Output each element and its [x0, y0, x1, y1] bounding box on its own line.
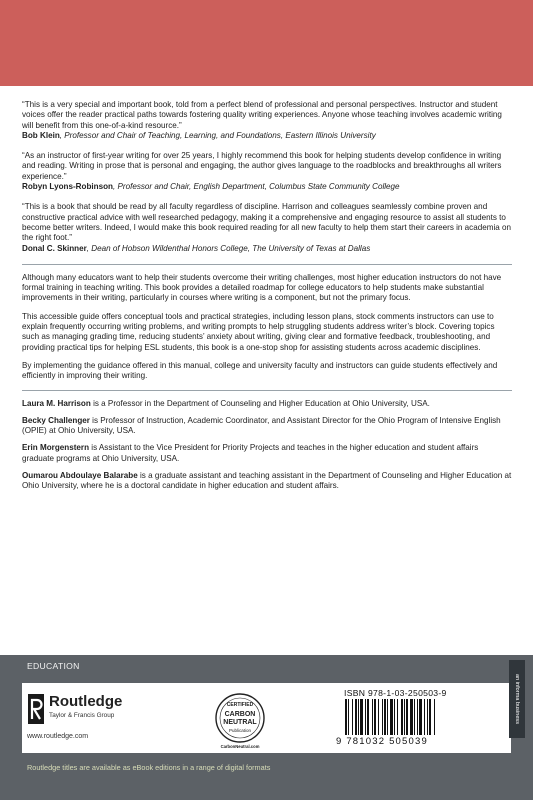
- barcode-bar: [387, 699, 388, 735]
- seal-line: CERTIFIED: [226, 702, 254, 708]
- publisher-website: www.routledge.com: [27, 733, 89, 740]
- author-name: Erin Morgenstern: [22, 443, 90, 453]
- routledge-logo-icon: [28, 694, 44, 724]
- ebook-note: Routledge titles are available as eBook editions in a range of digital formats: [27, 763, 271, 772]
- barcode-bar: [360, 699, 363, 735]
- seal-line: NEUTRAL: [223, 719, 257, 726]
- section-divider: [22, 264, 512, 265]
- quote-attribution: [22, 182, 512, 192]
- author-bio-text: is a graduate assistant and teaching assistant in the Department of Counseling and Higher Education at Ohio University, where he is a doctoral candidate in higher education and student affairs.: [22, 471, 512, 491]
- seal-line: CarbonNeutral.com: [220, 744, 260, 749]
- publisher-tagline: Taylor & Francis Group: [49, 712, 115, 719]
- quote-text: “As an instructor of first-year writing for over 25 years, I highly recommend this book for helping students develop confidence in writing and reading. Writing in prose that is personal and engaging, the author gives language to the roadblocks and breakthroughs all writers experience.”: [22, 151, 502, 181]
- barcode-bar: [424, 699, 425, 735]
- barcode-icon: [344, 699, 476, 735]
- barcode-bar: [414, 699, 415, 735]
- author-name: Becky Challenger: [22, 415, 90, 425]
- author-bio: [22, 416, 512, 437]
- quote-author: Donal C. Skinner: [22, 243, 87, 253]
- description-paragraph: This accessible guide offers conceptual tools and practical strategies, including lesson plans, stock comments instructors can use to explain frequently occurring writing problems, and writing prompts to help struggling students address writer’s block. Covering topics such as managing grading time, reducing students’ anxiety about writing, giving clear and formative feedback, troubleshooting, and providing practical tips for helping ESL students, this book is a one-stop shop for assisting students across academic disciplines.: [22, 311, 495, 352]
- informa-side-tab: [509, 660, 525, 738]
- quote-author-role: , Dean of Hobson Wildenthal Honors College, The University of Texas at Dallas: [86, 243, 371, 253]
- barcode-digits: 9 781032 505039: [336, 736, 428, 747]
- barcode-bar: [355, 699, 357, 735]
- author-bio: [22, 471, 512, 492]
- endorsement-quote: [22, 151, 512, 192]
- description-paragraph: By implementing the guidance offered in this manual, college and university faculty and instructors can guide students effectively and efficiently in improving their writing.: [22, 360, 498, 381]
- barcode-bar: [358, 699, 359, 735]
- back-cover-text: [22, 100, 512, 499]
- author-bio: [22, 443, 512, 464]
- barcode-bar: [410, 699, 413, 735]
- barcode-bar: [427, 699, 428, 735]
- barcode-bar: [372, 699, 373, 735]
- barcode-bar: [397, 699, 398, 735]
- barcode-bar: [419, 699, 422, 735]
- side-tab-text: an informa business: [514, 673, 520, 725]
- quote-attribution: [22, 131, 512, 141]
- seal-line: Publication: [228, 728, 252, 733]
- author-bio: [22, 399, 512, 409]
- quote-attribution: [22, 244, 512, 254]
- seal-line: CARBON: [224, 711, 256, 718]
- barcode-bar: [374, 699, 376, 735]
- barcode-bar: [434, 699, 435, 735]
- isbn-number: ISBN 978-1-03-250503-9: [344, 688, 447, 698]
- cover-color-band: [0, 0, 533, 86]
- endorsement-quote: [22, 202, 512, 253]
- barcode-bar: [352, 699, 353, 735]
- quote-author-role: , Professor and Chair, English Department, Columbus State Community College: [112, 182, 400, 192]
- subject-category: EDUCATION: [27, 661, 80, 671]
- barcode-bar: [417, 699, 418, 735]
- publisher-name: Routledge: [49, 693, 123, 710]
- author-name: Oumarou Abdoulaye Balarabe: [22, 471, 138, 481]
- quote-author: Bob Klein: [22, 130, 60, 140]
- barcode-bar: [382, 699, 383, 735]
- barcode-bar: [390, 699, 393, 735]
- author-name: Laura M. Harrison: [22, 398, 91, 408]
- author-bio-text: is a Professor in the Department of Counseling and Higher Education at Ohio University, USA.: [90, 398, 430, 408]
- barcode-bar: [365, 699, 366, 735]
- carbon-neutral-seal-icon: [212, 691, 268, 749]
- barcode-bar: [348, 699, 349, 735]
- quote-author: Robyn Lyons-Robinson: [22, 182, 113, 192]
- barcode-bar: [406, 699, 408, 735]
- barcode-bar: [404, 699, 405, 735]
- barcode-bar: [378, 699, 379, 735]
- author-bio-text: is Assistant to the Vice President for Priority Projects and teaches in the higher education and student affairs graduate programs at Ohio University, USA.: [22, 443, 479, 463]
- barcode-bar: [345, 699, 347, 735]
- barcode-bar: [367, 699, 369, 735]
- author-bio-text: is Professor of Instruction, Academic Coordinator, and Assistant Director for the Ohio Program of Intensive English (OPIE) at Ohio University, USA.: [22, 415, 501, 436]
- quote-text: “This is a book that should be read by all faculty regardless of discipline. Harrison and colleagues seamlessly combine proven and constructive practical advice with well researched pedagogy, making it a comprehensive and engaging resource to assist all students to become better writers. Indeed, I would make this book required reading for all new faculty to help them start their careers in academia on the right foot.”: [22, 202, 512, 243]
- quote-author-role: , Professor and Chair of Teaching, Learning, and Foundations, Eastern Illinois University: [59, 130, 376, 140]
- description-paragraph: Although many educators want to help their students overcome their writing challenges, most higher education instructors do not have formal training in teaching writing. This book provides a detailed roadmap for college educators to help students make substantial improvements in their writing, particularly in courses where writing is a component, but not the primary focus.: [22, 272, 502, 303]
- publisher-panel: [22, 683, 511, 753]
- barcode-bar: [429, 699, 431, 735]
- endorsement-quote: [22, 100, 512, 141]
- barcode-bar: [401, 699, 403, 735]
- section-divider: [22, 390, 512, 391]
- barcode-bar: [384, 699, 386, 735]
- quote-text: “This is a very special and important book, told from a perfect blend of professional and personal perspectives. Instructor and student voices offer the reader practical paths towards fostering quality writing experiences. Anyone whose teaching involves academic writing will benefit from this one-of-a-kind resource.”: [22, 100, 502, 130]
- barcode-bar: [394, 699, 395, 735]
